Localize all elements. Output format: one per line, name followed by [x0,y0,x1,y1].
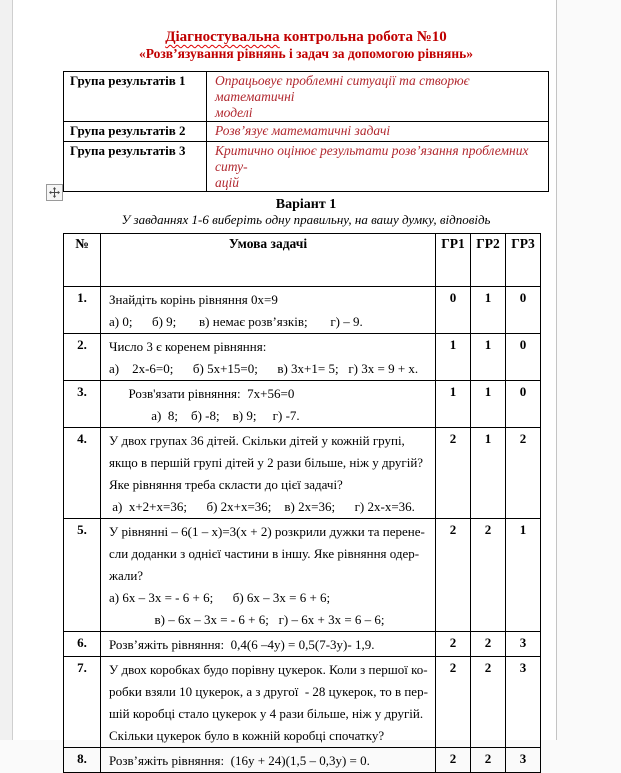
description-line: Критично оцінює результати розв’язання проблемних ситу- [215,143,532,174]
group-description [207,72,549,122]
header-num: № [64,234,101,287]
task-line: У двох коробках будо порівну цукерок. Коли з першої ко- [109,662,428,677]
four-way-arrow-icon [49,187,60,198]
gr2-score: 1 [471,287,506,334]
gr2-score: 2 [471,632,506,657]
task-row [64,334,541,381]
gr1-score: 1 [436,334,471,381]
task-number: 6. [64,632,101,657]
group-description [207,122,549,142]
task-row [64,632,541,657]
group-label: Група результатів 3 [64,142,207,192]
task-line: а) х+2+х=36; б) 2х+х=36; в) 2х=36; г) 2х-х=36. [109,499,415,514]
task-line: якщо в першій групі дітей у 2 рази більше, ніж у другій? [109,455,424,470]
gr2-score: 2 [471,657,506,748]
task-text [101,748,436,773]
variant-heading: Варіант 1 [275,197,337,212]
task-line: а) 6х – 3х = - 6 + 6; б) 6х – 3х = 6 + 6; [109,590,331,605]
gr3-score: 3 [506,657,541,748]
table-row [64,72,549,122]
task-line: а) 0; б) 9; в) немає розв’язків; г) – 9. [109,314,363,329]
task-number: 4. [64,428,101,519]
task-line: в) – 6х – 3х = - 6 + 6; г) – 6х + 3х = 6 – 6; [109,612,385,627]
tasks-header-row [64,234,541,287]
gr2-score: 2 [471,519,506,632]
task-row [64,287,541,334]
task-number: 1. [64,287,101,334]
task-line: робки взяли 10 цукерок, а з другої - 28 цукерок, то в пер- [109,684,428,699]
task-row [64,428,541,519]
gr2-score: 1 [471,334,506,381]
page-subtitle: «Розв’язування рівнянь і задач за допомогою рівнянь» [138,46,474,61]
task-line: Число 3 є коренем рівняння: [109,339,267,354]
table-row [64,122,549,142]
gr1-score: 2 [436,657,471,748]
description-line: ацій [215,175,240,190]
task-text [101,428,436,519]
gr3-score: 0 [506,381,541,428]
gr3-score: 1 [506,519,541,632]
task-number: 5. [64,519,101,632]
header-gr3: ГР3 [506,234,541,287]
description-line: Опрацьовує проблемні ситуації та створює математичні [215,73,473,104]
gr2-score: 1 [471,381,506,428]
task-text [101,632,436,657]
window-left-margin [0,0,13,740]
task-number: 7. [64,657,101,748]
task-line: Розв’яжіть рівняння: (16у + 24)(1,5 – 0,3у) = 0. [109,753,370,768]
header-gr1: ГР1 [436,234,471,287]
task-line: У рівнянні – 6(1 – х)=3(х + 2) розкрили дужки та перене- [109,524,425,539]
tasks-table [63,233,541,773]
title-misspelled-word: Діагностувальна [165,29,280,45]
task-text [101,334,436,381]
task-line: Скільки цукерок було в кожній коробці спочатку? [109,728,385,743]
gr3-score: 0 [506,334,541,381]
table-move-handle[interactable] [46,184,63,201]
task-row [64,657,541,748]
header-task: Умова задачі [101,234,436,287]
header-gr2: ГР2 [471,234,506,287]
gr2-score: 2 [471,748,506,773]
instruction-text: У завданнях 1-6 виберіть одну правильну, на вашу думку, відповідь [121,212,491,227]
task-number: 2. [64,334,101,381]
task-row [64,519,541,632]
gr1-score: 2 [436,748,471,773]
task-line: а) 2х-6=0; б) 5х+15=0; в) 3х+1= 5; г) 3х = 9 + х. [109,361,419,376]
gr3-score: 0 [506,287,541,334]
task-text [101,287,436,334]
task-line: Яке рівняння треба скласти до цієї задачі? [109,477,343,492]
gr3-score: 3 [506,632,541,657]
task-text [101,381,436,428]
results-groups-table [63,71,549,192]
task-line: шій коробці стало цукерок у 4 рази більше, ніж у другій. [109,706,424,721]
task-number: 3. [64,381,101,428]
gr1-score: 1 [436,381,471,428]
table-row [64,142,549,192]
gr3-score: 3 [506,748,541,773]
task-line: а) 8; б) -8; в) 9; г) -7. [109,408,300,423]
task-line: Розв’яжіть рівняння: 0,4(6 –4у) = 0,5(7-3у)- 1,9. [109,637,375,652]
gr1-score: 0 [436,287,471,334]
gr1-score: 2 [436,519,471,632]
gr1-score: 2 [436,632,471,657]
group-label: Група результатів 2 [64,122,207,142]
task-line: У двох групах 36 дітей. Скільки дітей у кожній групі, [109,433,405,448]
description-line: моделі [215,105,253,120]
task-number: 8. [64,748,101,773]
task-line: Розв'язати рівняння: 7х+56=0 [109,386,295,401]
page-title [63,29,549,46]
task-row [64,381,541,428]
gr3-score: 2 [506,428,541,519]
gr1-score: 2 [436,428,471,519]
gr2-score: 1 [471,428,506,519]
task-row [64,748,541,773]
group-description [207,142,549,192]
task-line: жали? [109,568,144,583]
task-text [101,519,436,632]
document-page [13,0,557,768]
task-line: Знайдіть корінь рівняння 0х=9 [109,292,278,307]
group-label: Група результатів 1 [64,72,207,122]
task-text [101,657,436,748]
title-rest: контрольна робота №10 [279,29,447,45]
description-line: Розв’язує математичні задачі [215,123,391,138]
task-line: сли доданки з однієї частини в іншу. Яке рівняння одер- [109,546,420,561]
